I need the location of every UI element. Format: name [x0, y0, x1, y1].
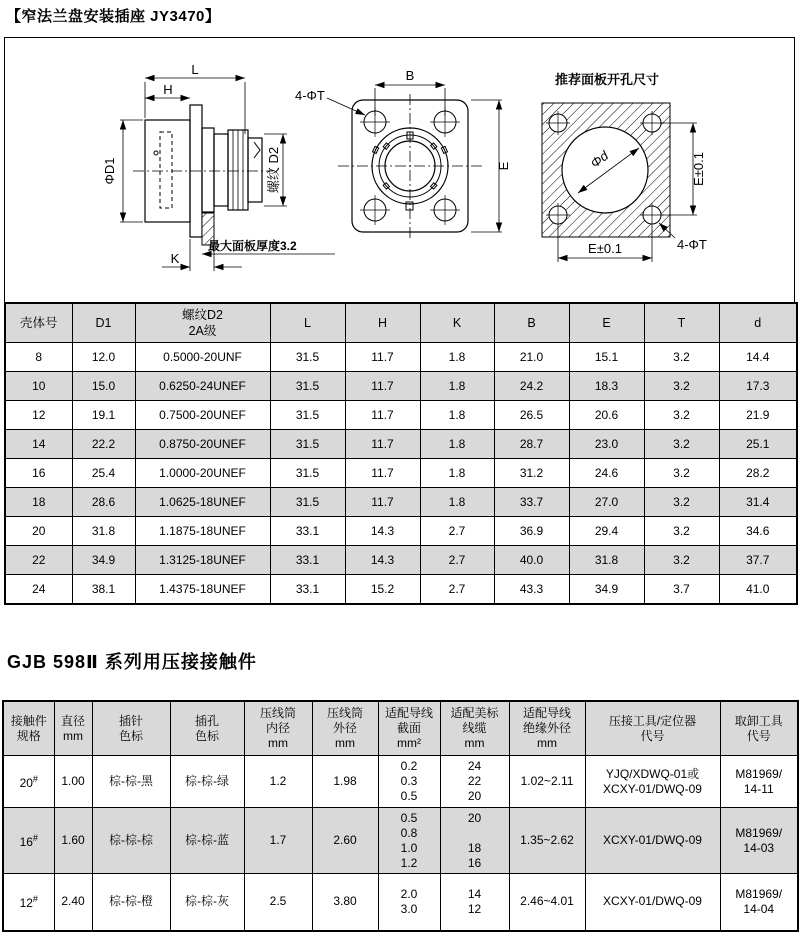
column-header: E	[569, 303, 644, 343]
column-header: 压线筒 内径 mm	[244, 701, 312, 756]
side-view-labels	[102, 62, 297, 266]
table-cell: 17.3	[719, 372, 797, 401]
dim-label-e-bottom: E±0.1	[588, 241, 622, 256]
table-cell: 0.7500-20UNEF	[135, 401, 270, 430]
table-cell: 37.7	[719, 546, 797, 575]
contact-spec-cell: 12#	[3, 874, 54, 931]
table-cell: 0.6250-24UNEF	[135, 372, 270, 401]
table-cell: 18	[5, 488, 72, 517]
table-cell: 40.0	[494, 546, 569, 575]
table-cell: 15.0	[72, 372, 135, 401]
column-header: 压线筒 外径 mm	[312, 701, 378, 756]
table-cell: 3.2	[644, 343, 719, 372]
panel-thickness-note: 最大面板厚度3.2	[208, 239, 297, 253]
table-cell: 棕-棕-蓝	[170, 808, 244, 874]
table-cell: 0.2 0.3 0.5	[378, 756, 440, 808]
dim-label-d1: ΦD1	[102, 157, 117, 185]
cutout-view-drawing	[542, 103, 697, 262]
table-cell: 25.4	[72, 459, 135, 488]
table-cell: 3.7	[644, 575, 719, 605]
header-row	[3, 701, 798, 756]
table-cell: 3.2	[644, 372, 719, 401]
table-cell: 3.2	[644, 517, 719, 546]
column-header: L	[270, 303, 345, 343]
table-cell: 1.8	[420, 372, 494, 401]
table-cell: 16	[5, 459, 72, 488]
column-header: 适配导线 绝缘外径 mm	[509, 701, 585, 756]
column-header: 接触件 规格	[3, 701, 54, 756]
table-cell: 26.5	[494, 401, 569, 430]
table-cell: 1.7	[244, 808, 312, 874]
table-cell: 1.8	[420, 343, 494, 372]
table-cell: 14.4	[719, 343, 797, 372]
table-cell: 25.1	[719, 430, 797, 459]
table-cell: 23.0	[569, 430, 644, 459]
column-header: 适配美标 线缆 mm	[440, 701, 509, 756]
table-cell: 31.5	[270, 343, 345, 372]
table-cell: 33.1	[270, 575, 345, 605]
table-cell: 28.7	[494, 430, 569, 459]
holes-label-front: 4-ΦT	[295, 88, 325, 103]
table-cell: 2.40	[54, 874, 92, 931]
column-header: K	[420, 303, 494, 343]
dim-label-phi-d: Φd	[587, 147, 612, 171]
column-header: 取卸工具 代号	[720, 701, 798, 756]
table-cell: 棕-棕-黑	[92, 756, 170, 808]
table-cell: 21.9	[719, 401, 797, 430]
column-header: 适配导线 截面 mm²	[378, 701, 440, 756]
table-cell: 43.3	[494, 575, 569, 605]
table-cell: 棕-棕-灰	[170, 874, 244, 931]
shell-table-row	[5, 459, 797, 488]
table-cell: 31.5	[270, 401, 345, 430]
table-cell: 34.9	[72, 546, 135, 575]
column-header: B	[494, 303, 569, 343]
table-cell: 0.5000-20UNF	[135, 343, 270, 372]
table-cell: M81969/ 14-04	[720, 874, 798, 931]
table-cell: 27.0	[569, 488, 644, 517]
table-cell: 1.2	[244, 756, 312, 808]
table-cell: 34.6	[719, 517, 797, 546]
column-header: 螺纹D2 2A级	[135, 303, 270, 343]
table-cell: 3.2	[644, 401, 719, 430]
table-cell: 20 18 16	[440, 808, 509, 874]
table-cell: 2.46~4.01	[509, 874, 585, 931]
table-cell: YJQ/XDWQ-01或 XCXY-01/DWQ-09	[585, 756, 720, 808]
table-cell: 1.8	[420, 401, 494, 430]
table-cell: 20.6	[569, 401, 644, 430]
table-cell: 1.60	[54, 808, 92, 874]
shell-table-head	[5, 303, 797, 343]
header-row	[5, 303, 797, 343]
front-view-labels	[295, 68, 511, 170]
dim-label-k: K	[170, 251, 180, 266]
table-cell: 33.1	[270, 546, 345, 575]
column-header: 插针 色标	[92, 701, 170, 756]
table-cell: 14 12	[440, 874, 509, 931]
table-cell: 3.2	[644, 488, 719, 517]
table-cell: 1.35~2.62	[509, 808, 585, 874]
table-cell: 28.2	[719, 459, 797, 488]
table-cell: 11.7	[345, 430, 420, 459]
table-cell: 1.4375-18UNEF	[135, 575, 270, 605]
table-cell: 41.0	[719, 575, 797, 605]
table-cell: 棕-棕-橙	[92, 874, 170, 931]
table-cell: 1.1875-18UNEF	[135, 517, 270, 546]
contact-table-body	[3, 756, 798, 931]
table-cell: 20	[5, 517, 72, 546]
table-cell: 24.6	[569, 459, 644, 488]
table-cell: 10	[5, 372, 72, 401]
table-cell: 12.0	[72, 343, 135, 372]
table-cell: 11.7	[345, 401, 420, 430]
page-title: 【窄法兰盘安装插座 JY3470】	[6, 8, 221, 25]
table-cell: 22.2	[72, 430, 135, 459]
table-cell: 8	[5, 343, 72, 372]
section-title: GJB 598Ⅱ 系列用压接接触件	[7, 652, 257, 672]
shell-table-body	[5, 343, 797, 605]
table-cell: 29.4	[569, 517, 644, 546]
table-cell: 31.5	[270, 430, 345, 459]
table-cell: 15.2	[345, 575, 420, 605]
table-cell: 19.1	[72, 401, 135, 430]
contact-spec-cell: 16#	[3, 808, 54, 874]
table-cell: 33.7	[494, 488, 569, 517]
table-cell: 31.5	[270, 459, 345, 488]
contact-table-row	[3, 874, 798, 931]
table-cell: 1.00	[54, 756, 92, 808]
contact-table-head	[3, 701, 798, 756]
column-header: 压接工具/定位器 代号	[585, 701, 720, 756]
table-cell: 3.2	[644, 430, 719, 459]
table-cell: 3.2	[644, 459, 719, 488]
table-cell: 24	[5, 575, 72, 605]
table-cell: 2.7	[420, 517, 494, 546]
table-cell: 棕-棕-绿	[170, 756, 244, 808]
table-cell: 14.3	[345, 546, 420, 575]
dim-label-b: B	[405, 68, 415, 83]
table-cell: 11.7	[345, 372, 420, 401]
table-cell: XCXY-01/DWQ-09	[585, 874, 720, 931]
shell-table-row	[5, 430, 797, 459]
table-cell: 2.60	[312, 808, 378, 874]
front-view-drawing	[327, 85, 502, 240]
table-cell: 1.8	[420, 488, 494, 517]
table-cell: 1.0625-18UNEF	[135, 488, 270, 517]
table-cell: 2.5	[244, 874, 312, 931]
column-header: d	[719, 303, 797, 343]
table-cell: 38.1	[72, 575, 135, 605]
table-cell: 12	[5, 401, 72, 430]
column-header: D1	[72, 303, 135, 343]
holes-label-cutout: 4-ΦT	[677, 237, 707, 252]
cutout-title: 推荐面板开孔尺寸	[555, 72, 660, 87]
table-cell: 36.9	[494, 517, 569, 546]
table-cell: 31.4	[719, 488, 797, 517]
shell-table-row	[5, 575, 797, 605]
table-cell: 22	[5, 546, 72, 575]
table-cell: 31.8	[569, 546, 644, 575]
table-cell: 24 22 20	[440, 756, 509, 808]
technical-drawing-panel	[4, 37, 795, 304]
table-cell: 1.98	[312, 756, 378, 808]
table-cell: XCXY-01/DWQ-09	[585, 808, 720, 874]
column-header: 直径 mm	[54, 701, 92, 756]
table-cell: 0.8750-20UNEF	[135, 430, 270, 459]
table-cell: 3.2	[644, 546, 719, 575]
table-cell: 2.7	[420, 575, 494, 605]
dim-label-e-right: E±0.1	[691, 152, 706, 186]
table-cell: 14.3	[345, 517, 420, 546]
shell-table-row	[5, 488, 797, 517]
table-cell: 2.7	[420, 546, 494, 575]
table-cell: 24.2	[494, 372, 569, 401]
table-cell: 21.0	[494, 343, 569, 372]
table-cell: 34.9	[569, 575, 644, 605]
table-cell: 14	[5, 430, 72, 459]
shell-table-row	[5, 372, 797, 401]
table-cell: 1.3125-18UNEF	[135, 546, 270, 575]
contact-table-row	[3, 808, 798, 874]
table-cell: 11.7	[345, 459, 420, 488]
shell-table-row	[5, 546, 797, 575]
table-cell: 1.8	[420, 459, 494, 488]
table-cell: 1.0000-20UNEF	[135, 459, 270, 488]
table-cell: 0.5 0.8 1.0 1.2	[378, 808, 440, 874]
column-header: H	[345, 303, 420, 343]
table-cell: 31.2	[494, 459, 569, 488]
technical-drawing-svg	[5, 38, 792, 301]
table-cell: 棕-棕-棕	[92, 808, 170, 874]
table-cell: 15.1	[569, 343, 644, 372]
table-cell: 31.5	[270, 488, 345, 517]
dim-label-thread-d2: 螺纹 D2	[266, 146, 281, 194]
shell-table-row	[5, 343, 797, 372]
table-cell: 31.8	[72, 517, 135, 546]
column-header: 壳体号	[5, 303, 72, 343]
table-cell: 2.0 3.0	[378, 874, 440, 931]
dim-label-e: E	[496, 161, 511, 171]
shell-dimension-table	[4, 302, 798, 605]
dim-label-h: H	[163, 82, 173, 97]
column-header: T	[644, 303, 719, 343]
table-cell: 3.80	[312, 874, 378, 931]
table-cell: M81969/ 14-11	[720, 756, 798, 808]
table-cell: 11.7	[345, 488, 420, 517]
contact-spec-cell: 20#	[3, 756, 54, 808]
table-cell: 1.8	[420, 430, 494, 459]
table-cell: 1.02~2.11	[509, 756, 585, 808]
table-cell: 28.6	[72, 488, 135, 517]
shell-table-row	[5, 401, 797, 430]
table-cell: 18.3	[569, 372, 644, 401]
table-cell: 11.7	[345, 343, 420, 372]
dim-label-l: L	[191, 62, 199, 77]
column-header: 插孔 色标	[170, 701, 244, 756]
contact-table-row	[3, 756, 798, 808]
contact-table	[2, 700, 799, 932]
shell-table-row	[5, 517, 797, 546]
table-cell: M81969/ 14-03	[720, 808, 798, 874]
table-cell: 31.5	[270, 372, 345, 401]
table-cell: 33.1	[270, 517, 345, 546]
